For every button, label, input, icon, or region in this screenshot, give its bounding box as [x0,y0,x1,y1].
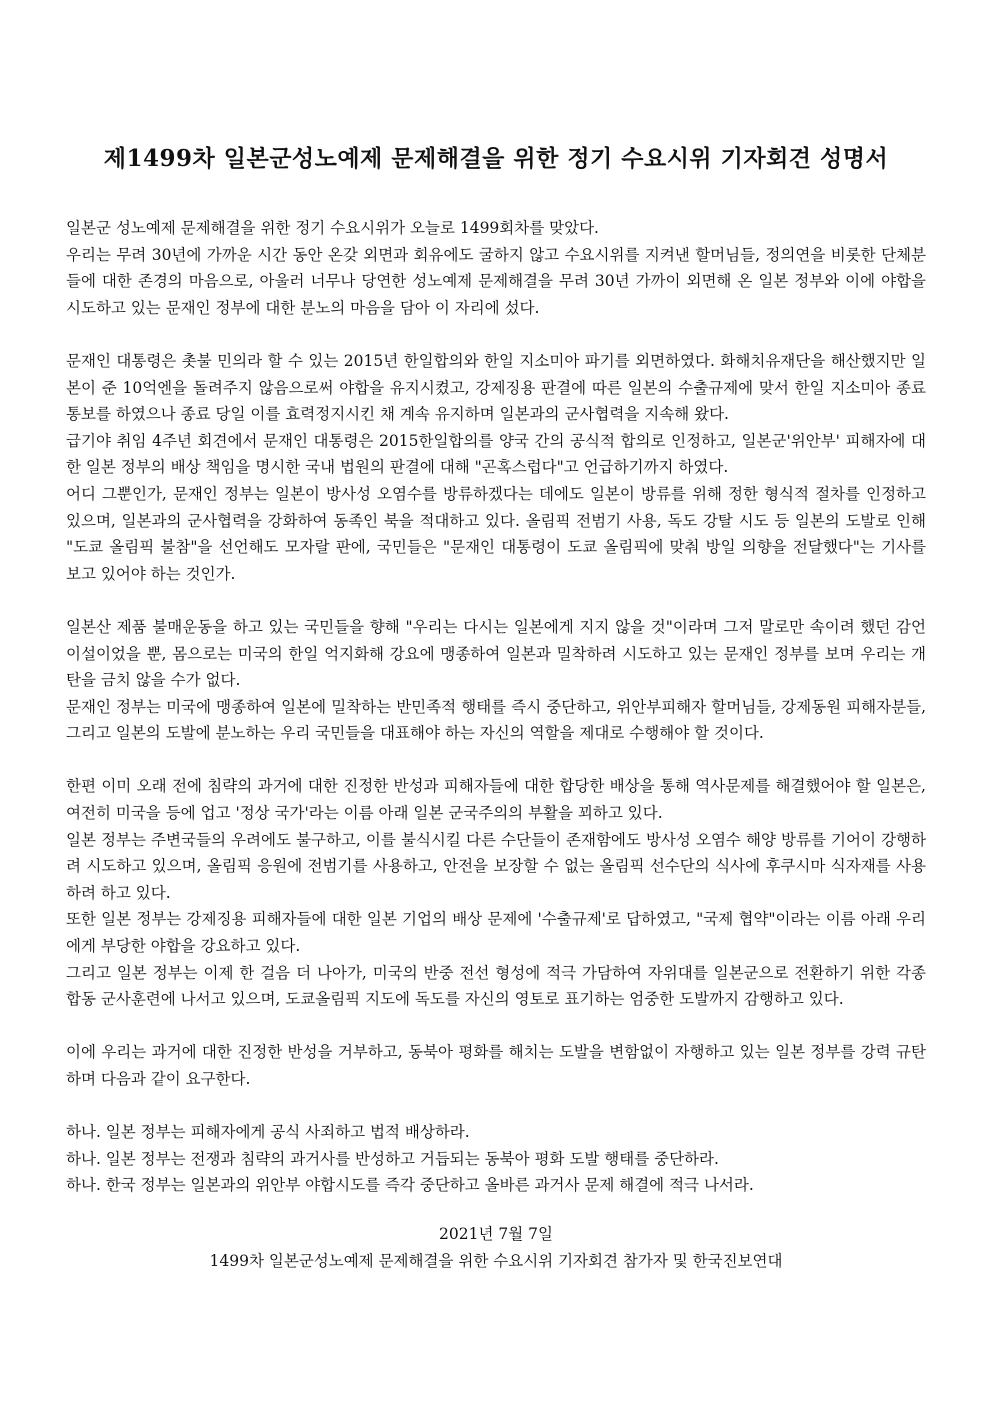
paragraph: 또한 일본 정부는 강제징용 피해자들에 대한 일본 기업의 배상 문제에 '수출규제'로 답하였고, "국제 협약"이라는 이름 아래 우리에게 부당한 야합을 강요하고 있다. [66,910,926,956]
document-title: 제1499차 일본군성노예제 문제해결을 위한 정기 수요시위 기자회견 성명서 [103,145,889,172]
section-3 [66,614,926,747]
paragraph: 한편 이미 오래 전에 침략의 과거에 대한 진정한 반성과 피해자들에 대한 합당한 배상을 통해 역사문제를 해결했어야 할 일본은, 여전히 미국을 등에 업고 '정상 국가'라는 이름 아래 일본 군국주의의 부활을 꾀하고 있다. [66,777,926,823]
demands-list [66,1119,926,1199]
paragraph: 문재인 대통령은 촛불 민의라 할 수 있는 2015년 한일합의와 한일 지소미아 파기를 외면하였다. 화해치유재단을 해산했지만 일본이 준 10억엔을 돌려주지 않음으로써 야합을 유지시켰고, 강제징용 판결에 따른 일본의 수출규제에 맞서 한일 지소미아 종료 통보를 하였으나 종료 당일 이를 효력정지시킨 채 계속 유지하며 일본과의 군사협력을 지속해 왔다. [66,351,926,424]
paragraph: 어디 그뿐인가, 문재인 정부는 일본이 방사성 오염수를 방류하겠다는 데에도 일본이 방류를 위해 정한 형식적 절차를 인정하고 있으며, 일본과의 군사협력을 강화하여 동족인 북을 적대하고 있다. 올림픽 전범기 사용, 독도 강탈 시도 등 일본의 도발로 인해 "도쿄 올림픽 불참"을 선언해도 모자랄 판에, 국민들은 "문재인 대통령이 도쿄 올림픽에 맞춰 방일 의향을 전달했다"는 기사를 보고 있어야 하는 것인가. [66,484,926,583]
section-1 [66,215,926,321]
paragraph: 급기야 취임 4주년 회견에서 문재인 대통령은 2015한일합의를 양국 간의 공식적 합의로 인정하고, 일본군'위안부' 피해자에 대한 일본 정부의 배상 책임을 명시한 국내 법원의 판결에 대해 "곤혹스럽다"고 언급하기까지 하였다. [66,431,926,477]
statement-signature: 1499차 일본군성노예제 문제해결을 위한 수요시위 기자회견 참가자 및 한국진보연대 [209,1251,783,1270]
paragraph: 문재인 정부는 미국에 맹종하여 일본에 밀착하는 반민족적 행태를 즉시 중단하고, 위안부피해자 할머님들, 강제동원 피해자분들, 그리고 일본의 도발에 분노하는 우리 국민들을 대표해야 하는 자신의 역할을 제대로 수행해야 할 것이다. [66,697,926,743]
paragraph: 일본 정부는 주변국들의 우려에도 불구하고, 이를 불식시킬 다른 수단들이 존재함에도 방사성 오염수 해양 방류를 기어이 강행하려 시도하고 있으며, 올림픽 응원에 전범기를 사용하고, 안전을 보장할 수 없는 올림픽 선수단의 식사에 후쿠시마 식자재를 사용하려 하고 있다. [66,830,926,902]
section-5 [66,1039,926,1092]
statement-date: 2021년 7월 7일 [439,1224,553,1243]
section-2 [66,348,926,587]
document-footer [66,1221,926,1275]
paragraph: 그리고 일본 정부는 이제 한 걸음 더 나아가, 미국의 반중 전선 형성에 적극 가담하여 자위대를 일본군으로 전환하기 위한 각종 합동 군사훈련에 나서고 있으며, 도쿄올림픽 지도에 독도를 자신의 영토로 표기하는 엄중한 도발까지 감행하고 있다. [66,963,926,1009]
demand-item: 하나. 일본 정부는 피해자에게 공식 사죄하고 법적 배상하라. [66,1123,470,1142]
paragraph: 일본산 제품 불매운동을 하고 있는 국민들을 향해 "우리는 다시는 일본에게 지지 않을 것"이라며 그저 말로만 속이려 했던 감언이설이었을 뿐, 몸으로는 미국의 한일 억지화해 강요에 맹종하여 일본과 밀착하려 시도하고 있는 문재인 정부를 보며 우리는 개탄을 금치 않을 수가 없다. [66,617,926,690]
paragraph: 우리는 무려 30년에 가까운 시간 동안 온갖 외면과 회유에도 굴하지 않고 수요시위를 지켜낸 할머님들, 정의연을 비롯한 단체분들에 대한 존경의 마음으로, 아울러 너무나 당연한 성노예제 문제해결을 무려 30년 가까이 외면해 온 일본 정부와 이에 야합을 시도하고 있는 문재인 정부에 대한 분노의 마음을 담아 이 자리에 섰다. [66,245,926,317]
demand-item: 하나. 일본 정부는 전쟁과 침략의 과거사를 반성하고 거듭되는 동북아 평화 도발 행태를 중단하라. [66,1149,719,1168]
paragraph: 이에 우리는 과거에 대한 진정한 반성을 거부하고, 동북아 평화를 해치는 도발을 변함없이 자행하고 있는 일본 정부를 강력 규탄하며 다음과 같이 요구한다. [66,1043,927,1088]
demand-item: 하나. 한국 정부는 일본과의 위안부 야합시도를 즉각 중단하고 올바른 과거사 문제 해결에 적극 나서라. [66,1176,754,1195]
section-4 [66,773,926,1012]
paragraph: 일본군 성노예제 문제해결을 위한 정기 수요시위가 오늘로 1499회차를 맞았다. [66,219,599,237]
